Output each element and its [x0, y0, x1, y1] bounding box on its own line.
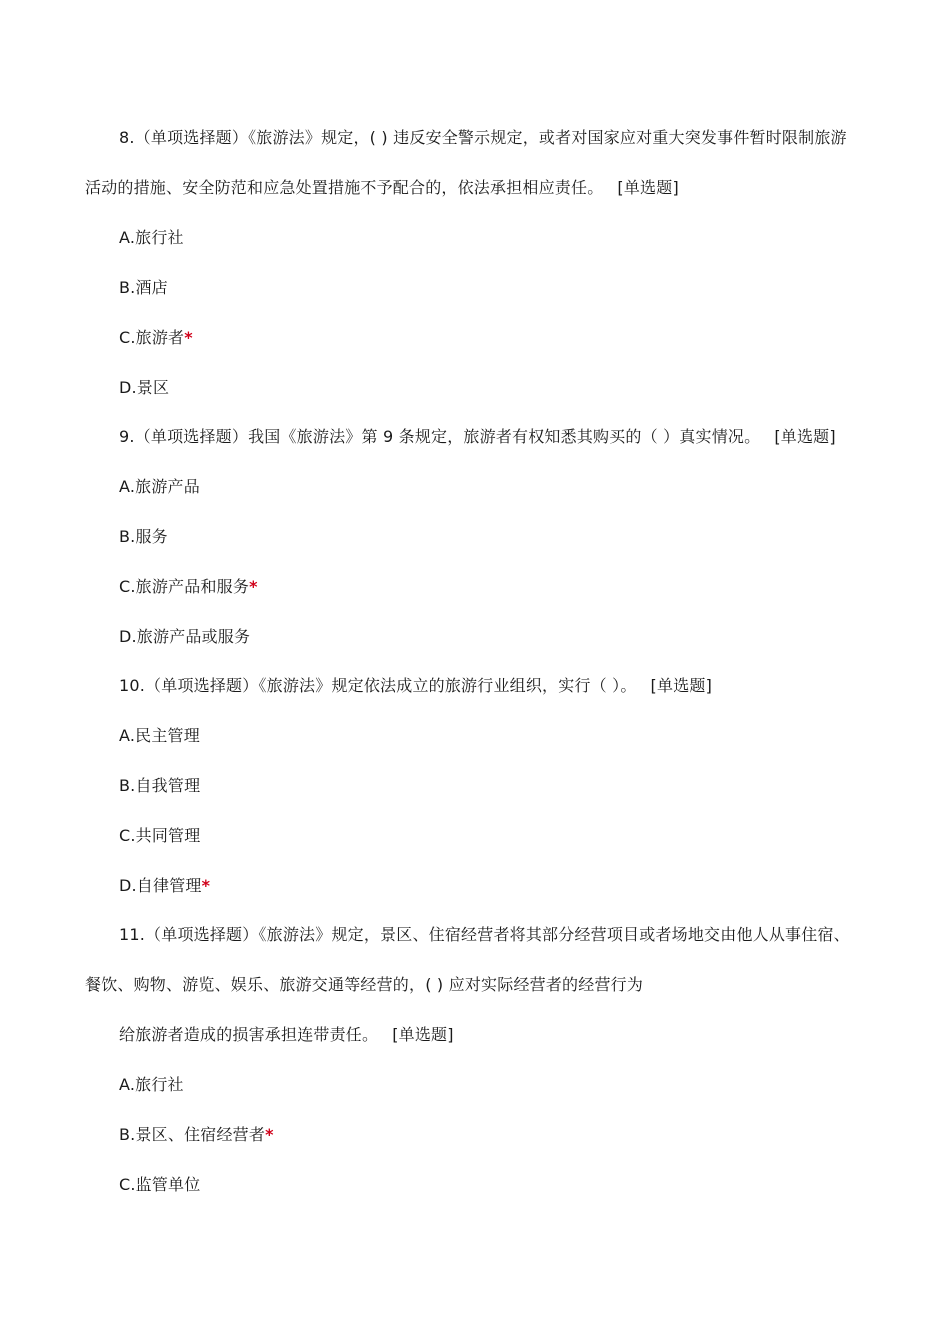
- question-10-option-a: [119, 726, 200, 746]
- option-text: D.旅游产品或服务: [119, 627, 251, 646]
- option-text: A.旅行社: [119, 1075, 184, 1094]
- question-8-text-1: 8.（单项选择题）《旅游法》规定，( ) 违反安全警示规定，或者对国家应对重大突发事件暂时限制旅游: [119, 128, 847, 147]
- question-11-stem-line-1: [119, 925, 850, 945]
- question-8-option-b: [119, 278, 168, 298]
- option-text: B.自我管理: [119, 776, 201, 795]
- option-text: B.服务: [119, 527, 168, 546]
- question-10-stem-line-1: [119, 676, 712, 696]
- question-9-text-1: 9.（单项选择题）我国《旅游法》第 9 条规定，旅游者有权知悉其购买的（ ）真实情况。: [119, 427, 761, 446]
- correct-answer-mark: *: [184, 328, 193, 347]
- question-8-stem-line-1: [119, 128, 847, 148]
- correct-answer-mark: *: [201, 876, 211, 895]
- correct-answer-mark: *: [249, 577, 258, 596]
- option-text: A.民主管理: [119, 726, 200, 745]
- question-9-option-c: [119, 577, 258, 597]
- question-10-option-d: [119, 876, 210, 896]
- question-type-tag: [单选题]: [617, 178, 679, 197]
- question-8-stem-line-2: [85, 178, 679, 198]
- option-text: B.酒店: [119, 278, 168, 297]
- question-10-option-c: [119, 826, 200, 846]
- question-11-option-b: [119, 1125, 274, 1145]
- option-text: A.旅行社: [119, 228, 184, 247]
- option-text: C.共同管理: [119, 826, 201, 845]
- question-11-stem-line-3: [119, 1025, 454, 1045]
- question-8-option-a: [119, 228, 184, 248]
- question-type-tag: [单选题]: [650, 676, 713, 695]
- question-11-text-1: 11.（单项选择题）《旅游法》规定，景区、住宿经营者将其部分经营项目或者场地交由他人从事住宿、: [119, 925, 850, 944]
- option-text: B.景区、住宿经营者: [119, 1125, 266, 1144]
- question-8-option-c: [119, 328, 193, 348]
- question-9-option-b: [119, 527, 168, 547]
- option-text: D.景区: [119, 378, 170, 397]
- question-11-text-3: 给旅游者造成的损害承担连带责任。: [119, 1025, 379, 1044]
- correct-answer-mark: *: [265, 1125, 274, 1144]
- question-8-option-d: [119, 378, 169, 398]
- question-11-text-2: 餐饮、购物、游览、娱乐、旅游交通等经营的，( ) 应对实际经营者的经营行为: [85, 975, 644, 994]
- question-11-stem-line-2: [85, 975, 643, 995]
- option-text: C.监管单位: [119, 1175, 201, 1194]
- question-11-option-a: [119, 1075, 184, 1095]
- question-9-option-a: [119, 477, 200, 497]
- question-type-tag: [单选题]: [392, 1025, 454, 1044]
- question-11-option-c: [119, 1175, 200, 1195]
- question-10-option-b: [119, 776, 200, 796]
- question-8-text-2: 活动的措施、安全防范和应急处置措施不予配合的，依法承担相应责任。: [85, 178, 604, 197]
- option-text: A.旅游产品: [119, 477, 200, 496]
- question-10-text-1: 10.（单项选择题）《旅游法》规定依法成立的旅游行业组织，实行（ ）。: [119, 676, 637, 695]
- option-text: C.旅游产品和服务: [119, 577, 250, 596]
- option-text: C.旅游者: [119, 328, 185, 347]
- option-text: D.自律管理: [119, 876, 202, 895]
- question-9-option-d: [119, 627, 250, 647]
- question-9-stem-line-1: [119, 427, 836, 447]
- question-type-tag: [单选题]: [774, 427, 836, 446]
